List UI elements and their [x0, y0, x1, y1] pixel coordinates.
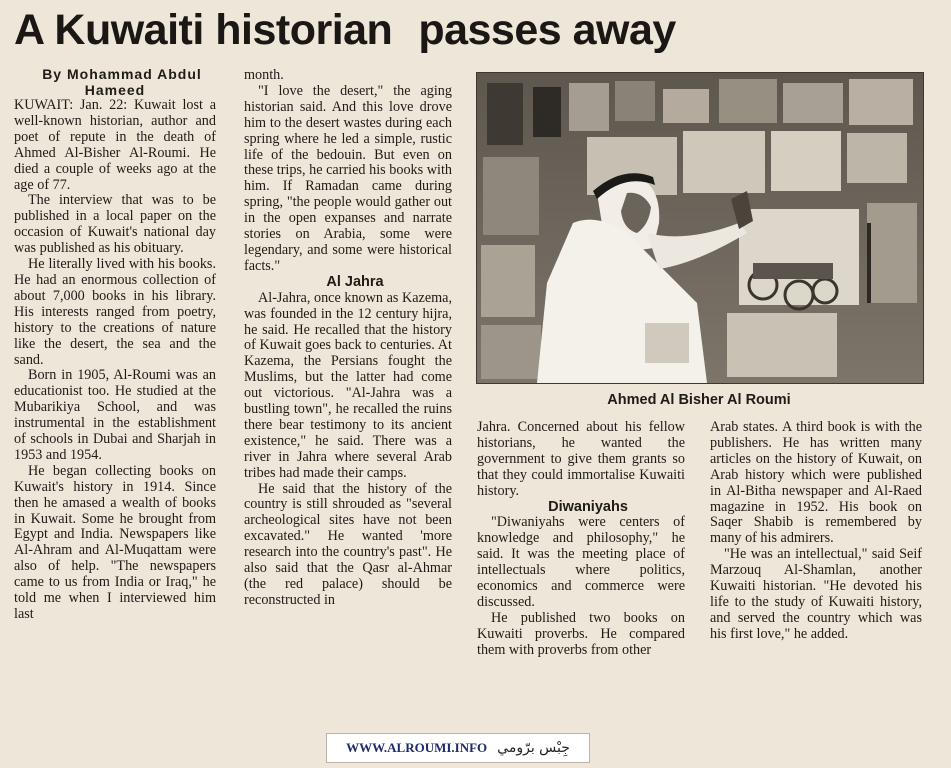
paragraph: Jahra. Concerned about his fellow historians, he wanted the government to give them grants so that they could immortalise Kuwaiti history.	[477, 419, 685, 499]
headline	[14, 6, 676, 55]
historian-photo	[476, 72, 924, 384]
article-column-4	[710, 420, 922, 643]
paragraph: He said that the history of the country is still shrouded as "several archeological sites have not been excavated." He wanted 'more research into the country's past". He also said that the Qasr al-Ahmar (the red palace) should be reconstructed in	[244, 480, 452, 608]
byline: By Mohammad Abdul Hameed	[42, 66, 202, 98]
paragraph: He published two books on Kuwaiti proverbs. He compared them with proverbs from other	[477, 609, 685, 658]
article-column-2	[244, 68, 452, 609]
paragraph: He began collecting books on Kuwait's history in 1914. Since then he amased a wealth of books in Kuwait. Some he brought from Egypt and India. Newspapers like Al-Ahram and Al-Muqattam were also of help. "The newspapers came to us from India or Iraq," he told me when I interviewed him last	[14, 462, 216, 622]
article-column-1	[14, 66, 216, 623]
paragraph: The interview that was to be published in a local paper on the occasion of Kuwait's national day was published as his obituary.	[14, 192, 216, 257]
headline-part1: A Kuwaiti historian	[14, 6, 393, 54]
paragraph: Arab states. A third book is with the publishers. He has written many articles on the history of Kuwait, on Arab history which were published in Al-Bitha newspaper and Al-Raed magazine in 1952. His book on Saqer Shabib is remembered by many of his admirers.	[710, 419, 922, 547]
paragraph: "I love the desert," the aging historian said. And this love drove him to the desert wastes during each spring where he led a simple, rustic life of the bedouin. But even on these trips, he carried his books with him. If Ramadan came during spring, "the people would gather out in the open expanses and narrate stories on Arabia, some were legendary, and some were historical facts."	[244, 82, 452, 274]
photo-illustration	[477, 73, 923, 383]
paragraph: Al-Jahra, once known as Kazema, was founded in the 12 century hijra, he said. He recalled that the history of Kuwait goes back to centuries. At Kazema, the Persians fought the Muslims, but the latter had come out victorious. "Al-Jahra was a bustling town", he recalled the ruins there bear testimony to its ancient existence," he said. There was a river in Jahra where several Arab tribes had made their camps.	[244, 289, 452, 481]
source-watermark	[326, 733, 590, 763]
article-column-3	[477, 420, 685, 659]
paragraph: Born in 1905, Al-Roumi was an educationist too. He studied at the Mubarikiya School, and was instrumental in the establishment of schools in Dubai and Sharjah in 1953 and 1954.	[14, 367, 216, 463]
paragraph: "He was an intellectual," said Seif Marzouq Al-Shamlan, another Kuwaiti historian. "He devoted his life to the study of Kuwaiti history, and served the country which was his first love," he added.	[710, 546, 922, 642]
source-url[interactable]: WWW.ALROUMI.INFO	[346, 740, 488, 755]
paragraph: He literally lived with his books. He had an enormous collection of about 7,000 books in his library. His interests ranged from poetry, history to the creations of nature like the desert, the sea and the sand.	[14, 256, 216, 368]
photo-caption: Ahmed Al Bisher Al Roumi	[607, 392, 791, 408]
subhead-diwaniyahs: Diwaniyahs	[548, 498, 628, 515]
headline-part2: passes away	[418, 6, 676, 54]
paragraph: KUWAIT: Jan. 22: Kuwait lost a well-known historian, author and poet of repute in the death of Ahmed Al-Bisher Al-Roumi. He died a couple of weeks ago at the age of 77.	[14, 97, 216, 193]
paragraph: month.	[244, 67, 284, 83]
source-arabic-name: جِبْس برّومي	[497, 740, 570, 756]
paragraph: "Diwaniyahs were centers of knowledge and philosophy," he said. It was the meeting place of intellectuals where politics, economics and commerce were discussed.	[477, 514, 685, 610]
subhead-al-jahra: Al Jahra	[326, 273, 384, 290]
